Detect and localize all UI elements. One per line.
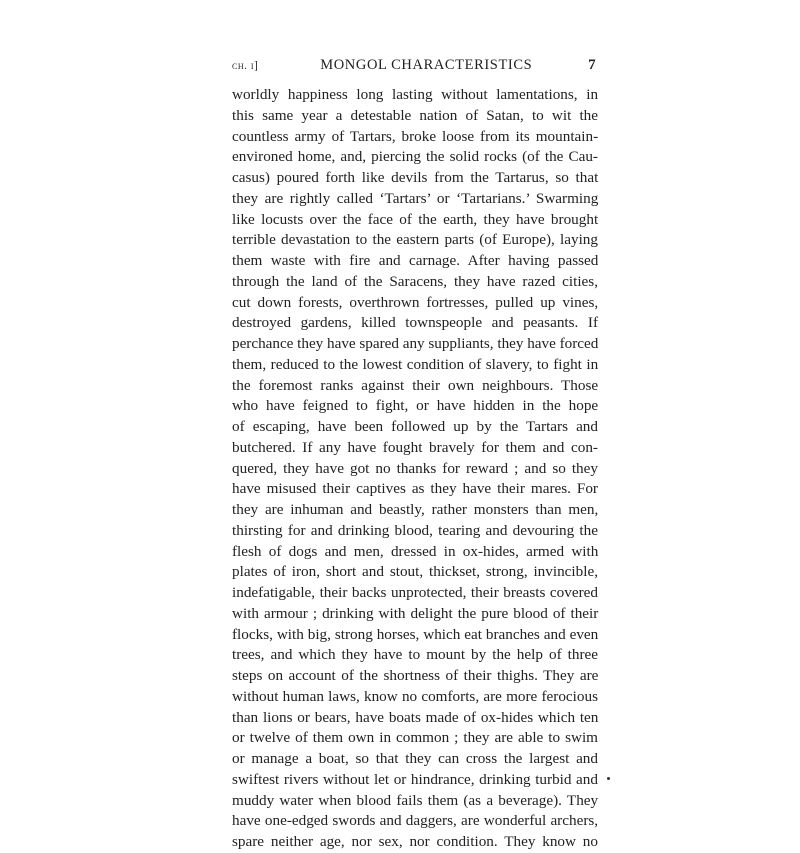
text-line: trees, and which they have to mount by the help of three <box>232 646 598 664</box>
text-line: them waste with fire and carnage. After having passed <box>232 252 599 269</box>
text-line: they are rightly called ‘Tartars’ or ‘Tartarians.’ Swarming <box>232 189 599 207</box>
text-line: cut down forests, overthrown fortresses, pulled up vines, <box>232 293 599 311</box>
chapter-marker: ch. i] <box>232 60 259 72</box>
text-line: of escaping, have been followed up by the Tartars and <box>232 418 598 435</box>
text-line: flocks, with big, strong horses, which eat branches and even <box>232 625 599 643</box>
scan-speck <box>607 777 610 780</box>
book-page <box>232 57 598 853</box>
text-line: indefatigable, their backs unprotected, their breasts covered <box>232 584 598 601</box>
text-line: them, reduced to the lowest condition of slavery, to fight in <box>232 355 599 373</box>
text-line: thirsting for and drinking blood, tearing and devouring the <box>232 521 598 539</box>
page-number: 7 <box>588 57 596 73</box>
text-line: countless army of Tartars, broke loose from its mountain- <box>232 127 599 145</box>
text-line: without human laws, know no comforts, are more ferocious <box>232 687 598 705</box>
text-line: steps on account of the shortness of their thighs. They are <box>232 667 599 684</box>
text-line: through the land of the Saracens, they have razed cities, <box>232 272 598 290</box>
text-line: with armour ; drinking with delight the pure blood of their <box>232 604 599 622</box>
text-line: destroyed gardens, killed townspeople and peasants. If <box>232 314 598 332</box>
text-line: terrible devastation to the eastern parts (of Europe), laying <box>232 231 598 249</box>
text-line: flesh of dogs and men, dressed in ox-hides, armed with <box>232 542 599 560</box>
text-line: butchered. If any have fought bravely for them and con- <box>232 438 598 456</box>
text-line: worldly happiness long lasting without lamentations, in <box>232 86 599 103</box>
text-line: they are inhuman and beastly, rather monsters than men, <box>232 501 599 518</box>
text-line: have one-edged swords and daggers, are wonderful archers, <box>232 812 599 830</box>
text-line: spare neither age, nor sex, nor condition. They know no <box>232 833 598 850</box>
text-line: casus) poured forth like devils from the Tartarus, so that <box>232 169 599 186</box>
text-line: or twelve of them own in common ; they are able to swim <box>232 729 598 747</box>
text-line: or manage a boat, so that they can cross the largest and <box>232 750 598 767</box>
text-line: the foremost ranks against their own neighbours. Those <box>232 376 599 394</box>
page-title: MONGOL CHARACTERISTICS <box>320 57 533 73</box>
body-text <box>232 85 598 853</box>
text-line: perchance they have spared any suppliants, they have forced <box>232 335 599 352</box>
running-head <box>232 57 598 79</box>
text-line: than lions or bears, have boats made of ox-hides which ten <box>232 708 599 726</box>
text-line: muddy water when blood fails them (as a beverage). They <box>232 791 599 809</box>
text-line: who have feigned to fight, or have hidden in the hope <box>232 397 599 415</box>
text-line: like locusts over the face of the earth, they have brought <box>232 210 599 228</box>
text-line: have misused their captives as they have their mares. For <box>232 480 598 498</box>
text-line: plates of iron, short and stout, thickset, strong, invincible, <box>232 563 598 581</box>
text-line: environed home, and, piercing the solid rocks (of the Cau- <box>232 148 598 166</box>
text-line: quered, they have got no thanks for reward ; and so they <box>232 459 598 477</box>
text-line: this same year a detestable nation of Satan, to wit the <box>232 106 598 124</box>
text-line: swiftest rivers without let or hindrance, drinking turbid and <box>232 770 598 788</box>
